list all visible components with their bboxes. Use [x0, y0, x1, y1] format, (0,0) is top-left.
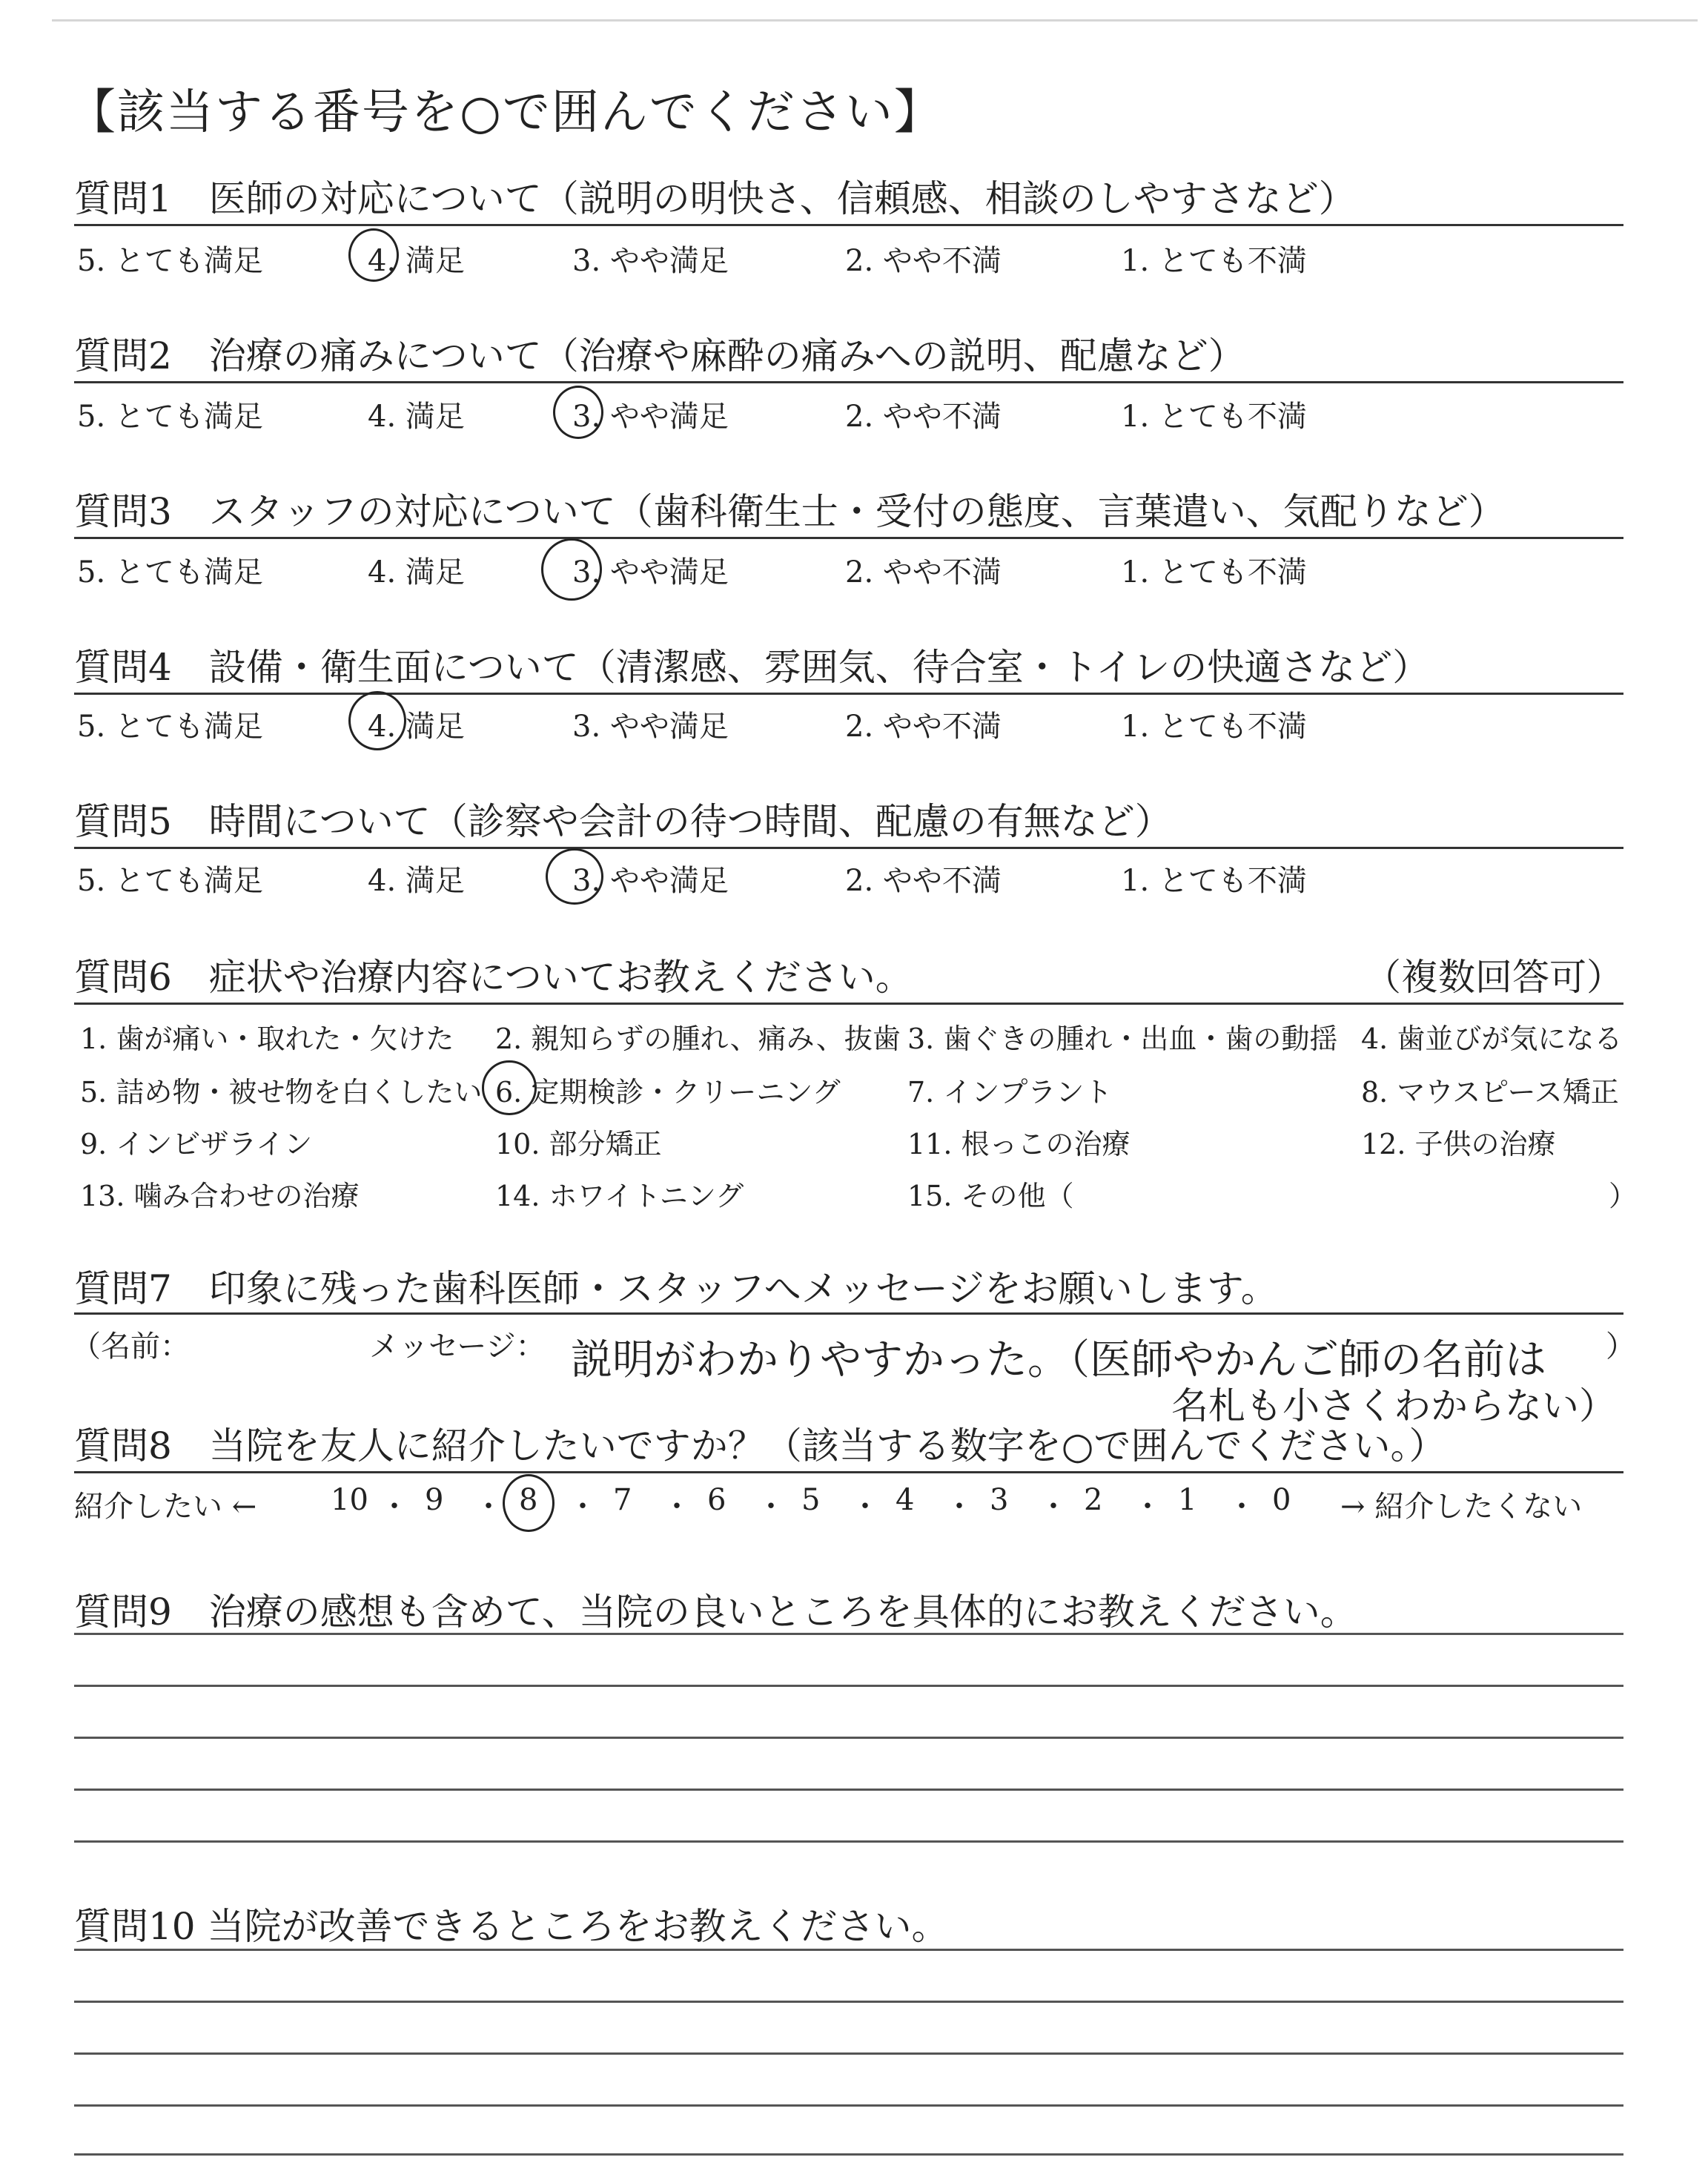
question-4-rule [74, 693, 1623, 695]
q10-writing-line [74, 1949, 1623, 1951]
q2-option-5[interactable]: 5. とても満足 [77, 400, 263, 434]
q10-writing-line [74, 2052, 1623, 2055]
question-7-title: 質問7 印象に残った歯科医師・スタッフへメッセージをお願いします。 [74, 1267, 1278, 1310]
q8-scale-number-9[interactable]: 9 [425, 1483, 444, 1517]
q6-option-3[interactable]: 3. 歯ぐきの腫れ・出血・歯の動揺 [907, 1023, 1338, 1055]
q7-message-label: メッセージ： [369, 1330, 546, 1364]
question-1-title: 質問1 医師の対応について（説明の明快さ、信頼感、相談のしやすさなど） [74, 177, 1356, 220]
question-8-rule [74, 1471, 1623, 1473]
q6-option-15[interactable]: 15. その他（ [907, 1180, 1074, 1212]
q7-name-label: （名前： [71, 1330, 190, 1364]
q6-selection-circle [482, 1060, 537, 1115]
q8-scale-separator: ・ [850, 1490, 880, 1524]
q5-option-3[interactable]: 3. やや満足 [572, 864, 729, 898]
question-7-rule [74, 1312, 1623, 1315]
q8-scale-number-4[interactable]: 4 [896, 1483, 915, 1517]
q7-handwritten-message-line1: 説明がわかりやすかった。（医師やかんご師の名前は [571, 1336, 1546, 1384]
page-top-edge [52, 19, 1698, 22]
q7-handwritten-message-line2: 名札も小さくわからない） [1171, 1384, 1616, 1427]
q3-option-5[interactable]: 5. とても満足 [77, 555, 263, 589]
q6-option-9[interactable]: 9. インビザライン [80, 1128, 313, 1160]
q8-scale-number-2[interactable]: 2 [1084, 1483, 1103, 1517]
q9-writing-line [74, 1840, 1623, 1843]
question-4-title: 質問4 設備・衛生面について（清潔感、雰囲気、待合室・トイレの快適さなど） [74, 646, 1430, 689]
q3-option-1[interactable]: 1. とても不満 [1121, 555, 1307, 589]
q6-option-12[interactable]: 12. 子供の治療 [1361, 1128, 1556, 1160]
q9-writing-line [74, 1789, 1623, 1791]
q1-option-2[interactable]: 2. やや不満 [845, 244, 1002, 278]
q2-option-1[interactable]: 1. とても不満 [1121, 400, 1307, 434]
question-8-title: 質問8 当院を友人に紹介したいですか？（該当する数字を○で囲んでください。） [74, 1424, 1446, 1467]
q6-option-8[interactable]: 8. マウスピース矯正 [1361, 1076, 1619, 1109]
q1-option-4[interactable]: 4. 満足 [368, 244, 465, 278]
q3-option-3[interactable]: 3. やや満足 [572, 555, 729, 589]
q4-selection-circle [348, 691, 406, 750]
q2-selection-circle [553, 386, 603, 439]
q5-option-5[interactable]: 5. とても満足 [77, 864, 263, 898]
q8-scale-separator: ・ [474, 1490, 503, 1524]
question-6-rule [74, 1003, 1623, 1005]
q3-selection-circle [541, 538, 602, 601]
q4-option-2[interactable]: 2. やや不満 [845, 710, 1002, 744]
q4-option-1[interactable]: 1. とても不満 [1121, 710, 1307, 744]
q8-scale-separator: ・ [380, 1490, 409, 1524]
q8-scale-number-6[interactable]: 6 [707, 1483, 726, 1517]
q6-option-1[interactable]: 1. 歯が痛い・取れた・欠けた [80, 1023, 454, 1055]
q8-scale-separator: ・ [1039, 1490, 1068, 1524]
page-title: 【該当する番号を○で囲んでください】 [68, 85, 943, 140]
q6-option-5[interactable]: 5. 詰め物・被せ物を白くしたい [80, 1076, 483, 1109]
q3-option-2[interactable]: 2. やや不満 [845, 555, 1002, 589]
q8-scale-number-1[interactable]: 1 [1178, 1483, 1197, 1517]
question-5-title: 質問5 時間について（診察や会計の待つ時間、配慮の有無など） [74, 800, 1172, 843]
q1-option-3[interactable]: 3. やや満足 [572, 244, 729, 278]
question-2-rule [74, 381, 1623, 383]
q6-option-13[interactable]: 13. 噛み合わせの治療 [80, 1180, 360, 1212]
q8-left-label: 紹介したい ← [74, 1490, 257, 1524]
q1-option-1[interactable]: 1. とても不満 [1121, 244, 1307, 278]
q8-scale-separator: ・ [1227, 1490, 1257, 1524]
q8-scale-number-8[interactable]: 8 [519, 1483, 538, 1517]
question-3-rule [74, 537, 1623, 539]
q9-writing-line [74, 1737, 1623, 1739]
q6-option-6[interactable]: 6. 定期検診・クリーニング [495, 1076, 841, 1109]
q8-scale-number-5[interactable]: 5 [801, 1483, 821, 1517]
q10-writing-line [74, 2153, 1623, 2156]
q10-writing-line [74, 2104, 1623, 2107]
question-5-rule [74, 847, 1623, 849]
question-6-note: （複数回答可） [1364, 956, 1623, 999]
question-3-title: 質問3 スタッフの対応について（歯科衛生士・受付の態度、言葉遣い、気配りなど） [74, 490, 1506, 533]
q9-writing-line [74, 1685, 1623, 1687]
q6-other-close-paren: ） [1609, 1180, 1638, 1212]
q4-option-4[interactable]: 4. 満足 [368, 710, 465, 744]
q8-scale-separator: ・ [568, 1490, 598, 1524]
q6-option-10[interactable]: 10. 部分矯正 [495, 1128, 662, 1160]
q3-option-4[interactable]: 4. 満足 [368, 555, 465, 589]
q8-right-label: → 紹介したくない [1340, 1490, 1583, 1524]
question-6-title: 質問6 症状や治療内容についてお教えください。 [74, 956, 913, 999]
q6-option-2[interactable]: 2. 親知らずの腫れ、痛み、抜歯 [495, 1023, 901, 1055]
q5-option-1[interactable]: 1. とても不満 [1121, 864, 1307, 898]
q6-option-14[interactable]: 14. ホワイトニング [495, 1180, 744, 1212]
question-10-title: 質問10 当院が改善できるところをお教えください。 [74, 1905, 949, 1948]
q2-option-2[interactable]: 2. やや不満 [845, 400, 1002, 434]
q7-close-paren: ） [1606, 1330, 1635, 1364]
q5-option-2[interactable]: 2. やや不満 [845, 864, 1002, 898]
q4-option-3[interactable]: 3. やや満足 [572, 710, 729, 744]
q6-option-4[interactable]: 4. 歯並びが気になる [1361, 1023, 1623, 1055]
q2-option-4[interactable]: 4. 満足 [368, 400, 465, 434]
q4-option-5[interactable]: 5. とても満足 [77, 710, 263, 744]
question-9-title: 質問9 治療の感想も含めて、当院の良いところを具体的にお教えください。 [74, 1591, 1357, 1634]
q8-scale-separator: ・ [944, 1490, 974, 1524]
q5-option-4[interactable]: 4. 満足 [368, 864, 465, 898]
q1-selection-circle [348, 228, 399, 282]
q10-writing-line [74, 2001, 1623, 2003]
q8-scale-number-7[interactable]: 7 [613, 1483, 632, 1517]
q5-selection-circle [546, 848, 603, 905]
q8-scale-separator: ・ [662, 1490, 692, 1524]
q1-option-5[interactable]: 5. とても満足 [77, 244, 263, 278]
q9-writing-line [74, 1633, 1623, 1635]
q8-scale-number-3[interactable]: 3 [990, 1483, 1009, 1517]
question-1-rule [74, 224, 1623, 226]
q6-option-11[interactable]: 11. 根っこの治療 [907, 1128, 1131, 1160]
q8-selection-circle [503, 1474, 555, 1532]
q8-scale-separator: ・ [1133, 1490, 1162, 1524]
q6-option-7[interactable]: 7. インプラント [907, 1076, 1113, 1109]
q8-scale-number-0[interactable]: 0 [1272, 1483, 1291, 1517]
q8-scale-separator: ・ [756, 1490, 786, 1524]
q8-scale-number-10[interactable]: 10 [331, 1483, 368, 1517]
question-2-title: 質問2 治療の痛みについて（治療や麻酔の痛みへの説明、配慮など） [74, 334, 1245, 377]
q2-option-3[interactable]: 3. やや満足 [572, 400, 729, 434]
